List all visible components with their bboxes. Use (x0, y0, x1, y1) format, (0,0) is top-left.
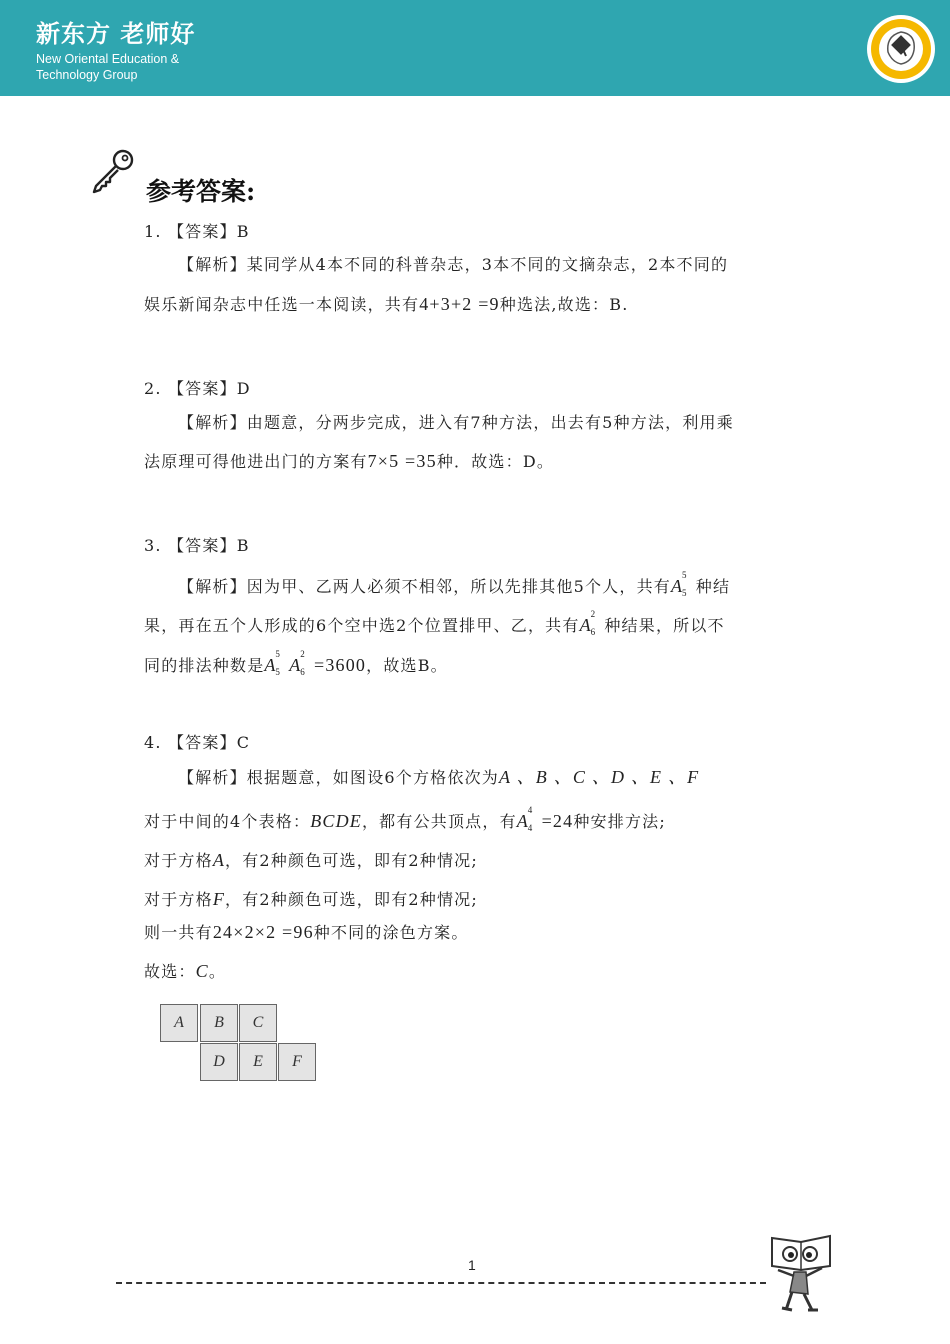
q4-conclusion: 故选：C。 (144, 961, 227, 981)
key-icon (90, 148, 136, 194)
q2-text-end: 种．故选：D。 (436, 452, 555, 471)
q3-text-end: ，故选B。 (366, 656, 448, 675)
perm-a62: A 2 6 (579, 609, 597, 637)
footer-divider (116, 1282, 766, 1284)
q3-formula: =3600 (313, 655, 367, 675)
q1-text: 娱乐新闻杂志中任选一本阅读，共有 (144, 295, 420, 314)
q2-text: 法原理可得他进出门的方案有 (144, 452, 368, 471)
q4-analysis-line5: 则一共有24×2×2 =96种不同的涂色方案。 (144, 922, 469, 942)
q2-answer: 2. 【答案】D (144, 379, 251, 398)
grid-cell-c: C (239, 1004, 277, 1042)
perm-a62: A 2 6 (289, 649, 306, 677)
grid-cell-a: A (160, 1004, 198, 1042)
q4-analysis-line1 (178, 763, 699, 789)
q3-text-end: 种结果，所以不 (604, 616, 725, 635)
q3-analysis-line1 (178, 570, 731, 598)
q4-var-bcde: BCDE (310, 811, 362, 831)
brand-name-cn: 新东方 老师好 (36, 20, 196, 48)
q1-text-end: 种选法,故选：B. (499, 295, 629, 314)
q4-text: ，都有公共顶点，有 (361, 812, 517, 831)
q3-text-end: 种结 (695, 577, 731, 596)
page-header (0, 0, 950, 96)
q2-analysis-line1: 【解析】由题意，分两步完成，进入有7种方法，出去有5种方法，利用乘 (178, 413, 734, 432)
section-title: 参考答案: (146, 177, 256, 206)
grid-cell-b: B (200, 1004, 238, 1042)
q4-analysis-line2 (144, 805, 666, 833)
company-logo-icon (866, 14, 936, 84)
q2-analysis-line2 (144, 449, 554, 472)
grid-figure (160, 1004, 320, 1086)
brand-name-en: New Oriental Education & Technology Group (36, 52, 180, 82)
q4-text: 【解析】根据题意，如图设6个方格依次为 (178, 768, 499, 787)
q3-text: 【解析】因为甲、乙两人必须不相邻，所以先排其他5个人，共有 (178, 577, 671, 596)
q2-formula: 7×5 =35 (367, 451, 437, 471)
q4-formula: =24 (541, 811, 574, 831)
q1-answer: 1. 【答案】B (144, 222, 250, 241)
q4-text: 对于中间的4个表格： (144, 812, 311, 831)
q3-analysis-line2 (144, 609, 725, 637)
q3-analysis-line3 (144, 649, 448, 677)
q4-answer: 4. 【答案】C (144, 733, 251, 752)
q1-formula: 4+3+2 =9 (419, 294, 500, 314)
perm-a55: A 5 5 (670, 570, 688, 598)
q4-analysis-line4: 对于方格F，有2种颜色可选，即有2种情况; (144, 889, 478, 909)
grid-cell-e: E (239, 1043, 277, 1081)
grid-cell-f: F (278, 1043, 316, 1081)
q3-answer: 3. 【答案】B (144, 536, 250, 555)
perm-a55: A 5 5 (264, 649, 282, 677)
mascot-reading-icon (768, 1232, 834, 1316)
q4-analysis-line3: 对于方格A，有2种颜色可选，即有2种情况; (144, 850, 478, 870)
grid-cell-d: D (200, 1043, 238, 1081)
page-number: 1 (468, 1257, 476, 1273)
q1-analysis-line1: 【解析】某同学从4本不同的科普杂志，3本不同的文摘杂志，2本不同的 (178, 255, 729, 274)
q4-text-end: 种安排方法; (573, 812, 666, 831)
q1-analysis-line2 (144, 292, 629, 315)
q3-text: 果，再在五个人形成的6个空中选2个位置排甲、乙，共有 (144, 616, 580, 635)
q4-vars: A 、B 、C 、D 、E 、F (498, 767, 700, 787)
perm-a44: A 4 4 (516, 805, 534, 833)
q3-text: 同的排法种数是 (144, 656, 265, 675)
